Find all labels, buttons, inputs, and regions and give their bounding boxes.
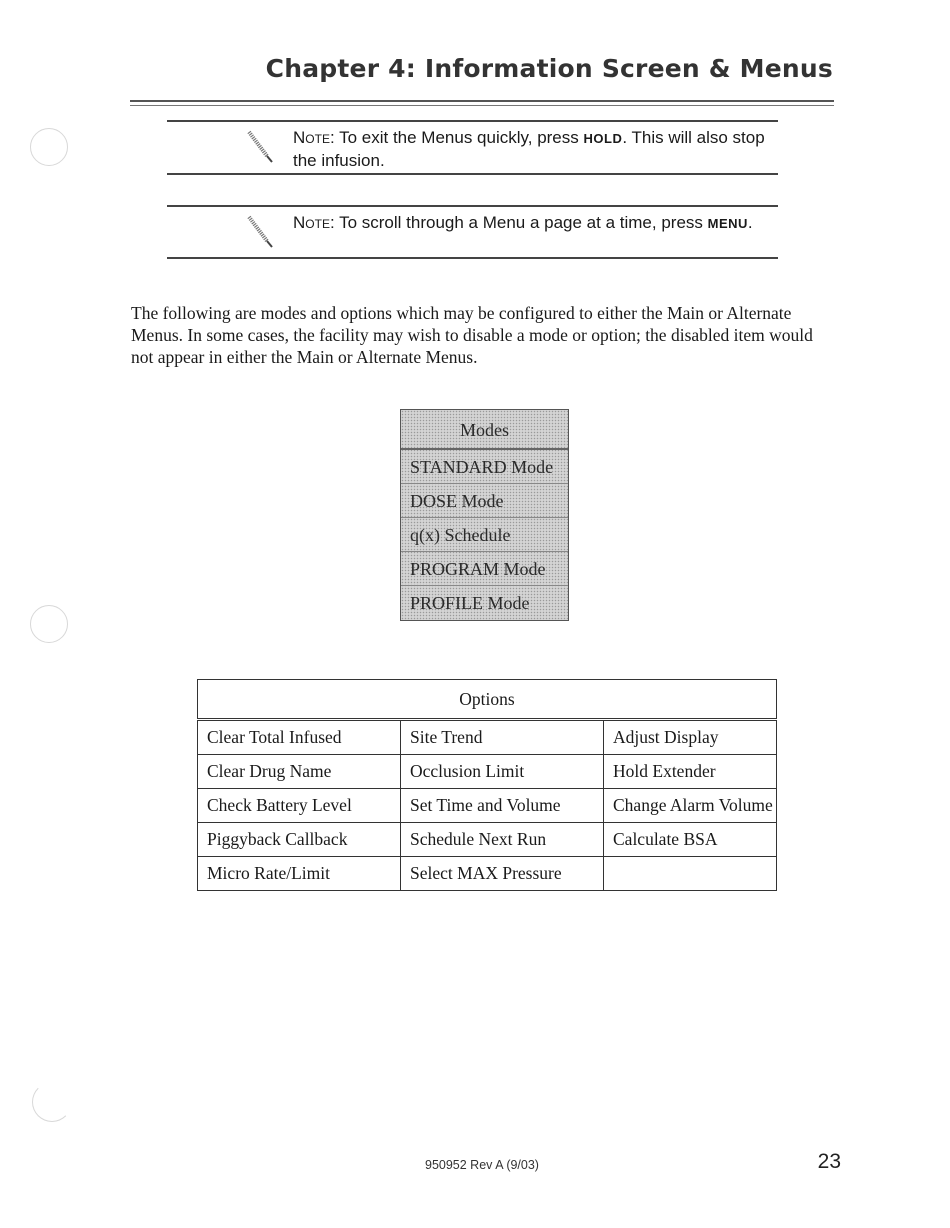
note-label: Note:	[293, 128, 335, 147]
table-cell	[604, 857, 777, 891]
mode-item-schedule: q(x) Schedule	[401, 518, 568, 552]
title-rule	[130, 100, 834, 102]
note-box	[167, 205, 778, 259]
table-row	[198, 857, 777, 891]
punch-hole	[30, 605, 68, 643]
document-code: 950952 Rev A (9/03)	[425, 1158, 539, 1172]
note-box	[167, 120, 778, 175]
table-cell: Change Alarm Volume	[604, 789, 777, 823]
table-cell: Clear Drug Name	[198, 755, 401, 789]
table-cell: Piggyback Callback	[198, 823, 401, 857]
pencil-icon	[245, 214, 275, 250]
note-text	[293, 127, 773, 172]
intro-paragraph: The following are modes and options which may be configured to either the Main or Alternate Menus. In some cases, the facility may wish to disable a mode or option; the disabled item would not appear in either the Main or Alternate Menus.	[131, 302, 813, 367]
note-body: . This will also stop the infusion.	[293, 128, 765, 170]
table-cell: Micro Rate/Limit	[198, 857, 401, 891]
table-cell: Clear Total Infused	[198, 720, 401, 755]
punch-hole	[30, 128, 68, 166]
mode-item-profile: PROFILE Mode	[410, 593, 530, 613]
table-cell: Occlusion Limit	[401, 755, 604, 789]
table-cell: Adjust Display	[604, 720, 777, 755]
table-cell: Check Battery Level	[198, 789, 401, 823]
punch-hole	[32, 1082, 72, 1122]
key-name: HOLD	[583, 131, 623, 146]
note-body: To exit the Menus quickly, press	[334, 128, 584, 147]
modes-header: Modes	[401, 410, 568, 450]
note-label: Note:	[293, 213, 335, 232]
table-row	[198, 720, 777, 755]
title-rule	[130, 105, 834, 106]
key-name: MENU	[707, 216, 748, 231]
note-body: To scroll through a Menu a page at a time, press	[334, 213, 708, 232]
mode-item-standard: STANDARD Mode	[401, 450, 568, 484]
page-number: 23	[817, 1150, 841, 1173]
table-row	[198, 823, 777, 857]
table-header-row	[198, 680, 777, 720]
pencil-icon	[245, 129, 275, 165]
table-row	[198, 755, 777, 789]
note-body: .	[747, 213, 753, 232]
mode-item-dose: DOSE Mode	[401, 484, 568, 518]
table-cell: Select MAX Pressure	[401, 857, 604, 891]
table-cell: Hold Extender	[604, 755, 777, 789]
mode-item-program: PROGRAM Mode	[401, 552, 568, 586]
table-cell: Site Trend	[401, 720, 604, 755]
table-cell: Set Time and Volume	[401, 789, 604, 823]
modes-menu	[400, 409, 569, 621]
note-text	[293, 212, 773, 235]
options-header: Options	[198, 680, 777, 720]
table-row	[198, 789, 777, 823]
options-table	[197, 679, 777, 891]
chapter-title: Chapter 4: Information Screen & Menus	[265, 54, 833, 83]
table-cell: Schedule Next Run	[401, 823, 604, 857]
table-cell: Calculate BSA	[604, 823, 777, 857]
